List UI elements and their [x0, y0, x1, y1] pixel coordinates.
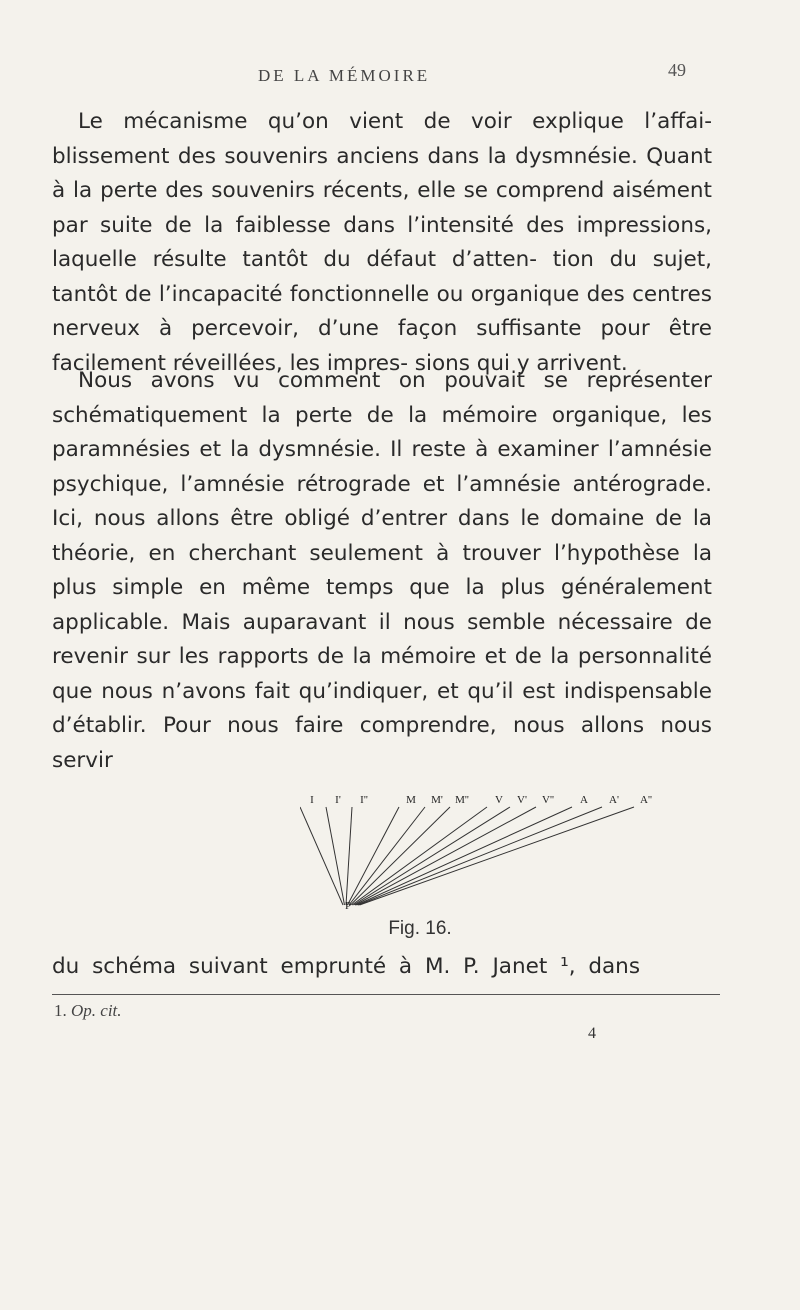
figure-ray	[300, 807, 343, 905]
figure-label: M''	[455, 794, 469, 806]
figure-ray	[348, 807, 400, 905]
continuation-line: du schéma suivant emprunté à M. P. Janet ¹, dans	[52, 954, 641, 979]
figure-label: A	[580, 794, 588, 806]
figure-label: V	[495, 794, 503, 806]
footnote-rule	[52, 994, 720, 995]
footnote	[54, 1001, 122, 1021]
paragraph-1: Le mécanisme qu’on vient de voir explique l’affai- blissement des souvenirs anciens dans la dysmnésie. Quant à la perte des souvenirs récents, elle se comprend aisément par suite de la faiblesse dans l’intensité des impressions, laquelle résulte tantôt du défaut d’atten- tion du sujet, tantôt de l’incapacité fonctionnelle ou organique des centres nerveux à percevoir, d’une façon suffisante pour être facilement réveillées, les impres- sions qui y arrivent.	[52, 109, 712, 376]
figure-label: I'	[335, 794, 341, 806]
figure-ray	[352, 807, 487, 905]
figure-apex-label: P	[344, 900, 352, 912]
figure-ray	[355, 807, 536, 905]
fan-diagram	[300, 793, 730, 913]
signature-mark: 4	[588, 1025, 596, 1042]
figure-ray	[349, 807, 425, 905]
footnote-text: Op. cit.	[71, 1001, 122, 1020]
figure-ray	[357, 807, 573, 905]
footnote-marker: 1.	[54, 1001, 67, 1020]
figure-ray	[358, 807, 602, 905]
figure-label: M	[406, 794, 416, 806]
figure-label: V'	[517, 794, 527, 806]
figure-ray	[346, 807, 352, 905]
figure-schema	[300, 793, 730, 913]
figure-label: M'	[431, 794, 443, 806]
figure-ray	[326, 807, 345, 905]
running-header	[0, 60, 800, 90]
paragraph-2: Nous avons vu comment on pouvait se représenter schématiquement la perte de la mémoire organique, les paramnésies et la dysmnésie. Il reste à examiner l’amnésie psychique, l’amnésie rétrograde et l’amnésie antérograde. Ici, nous allons être obligé d’entrer dans le domaine de la théorie, en cherchant seulement à trouver l’hypothèse la plus simple en même temps que la plus généralement applicable. Mais auparavant il nous semble nécessaire de revenir sur les rapports de la mémoire et de la personnalité que nous n’avons fait qu’indiquer, et qu’il est indispensable d’établir. Pour nous faire comprendre, nous allons nous servir	[52, 368, 712, 773]
figure-label: I	[310, 794, 314, 806]
figure-label: A''	[640, 794, 652, 806]
figure-label: V''	[542, 794, 554, 806]
figure-caption: Fig. 16.	[388, 918, 452, 939]
figure-ray	[354, 807, 511, 905]
page-number: 49	[668, 60, 686, 80]
figure-label: I''	[360, 794, 368, 806]
running-title: DE LA MÉMOIRE	[258, 66, 431, 85]
figure-label: A'	[609, 794, 619, 806]
